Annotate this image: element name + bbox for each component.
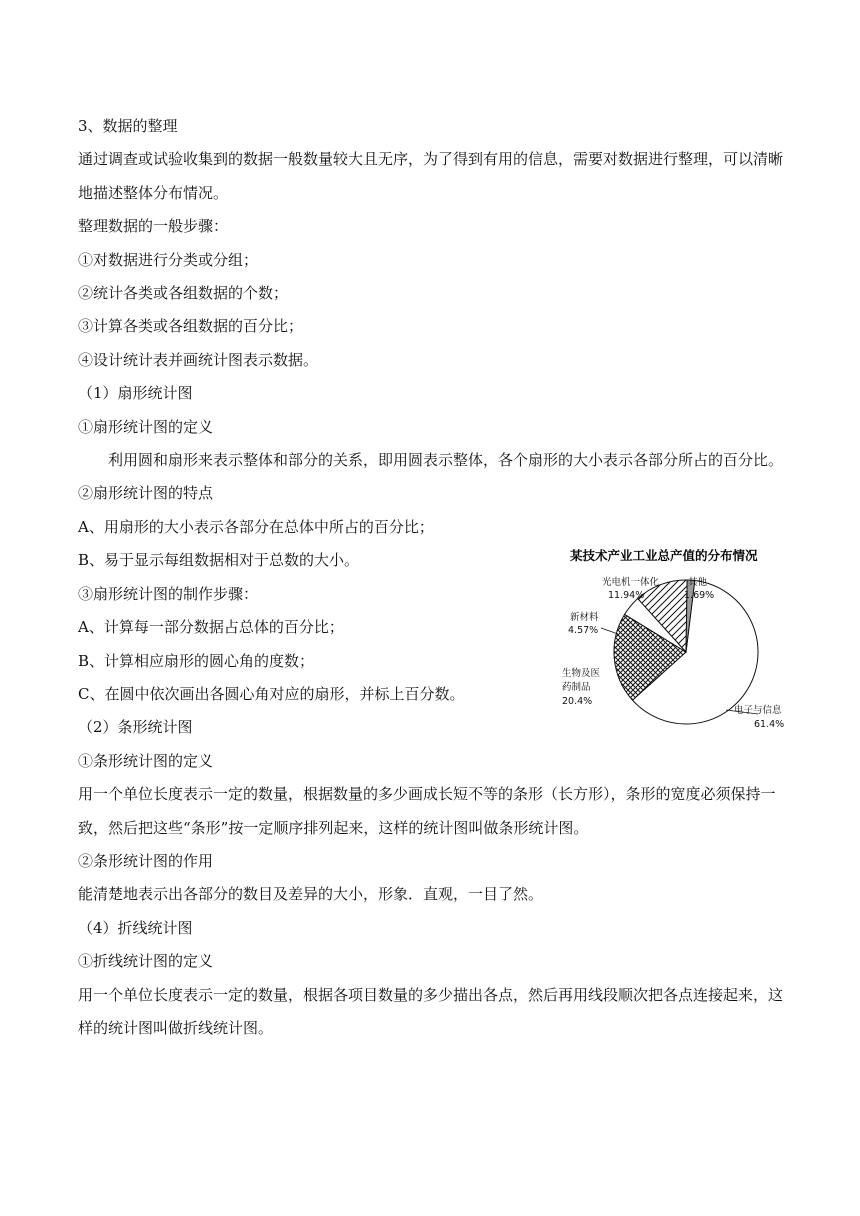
bar-def-title: ①条形统计图的定义: [78, 751, 214, 770]
label-opto-value: 11.94%: [608, 590, 645, 601]
pie-feature-item: B、易于显示每组数据相对于总数的大小。: [78, 551, 360, 570]
label-bio-value: 20.4%: [562, 696, 593, 707]
pie-step-item: C、在圆中依次画出各圆心角对应的扇形，并标上百分数。: [78, 684, 465, 703]
bar-def-text: 用一个单位长度表示一定的数量，根据数量的多少画成长短不等的条形（长方形），条形的宽度必须保持一致，然后把这些“条形”按一定顺序排列起来，这样的统计图叫做条形统计图。: [78, 785, 776, 837]
label-bio-name-1: 生物及医: [562, 668, 601, 679]
label-opto-name: 光电机一体化: [602, 577, 660, 588]
line-def-text: 用一个单位长度表示一定的数量，根据各项目数量的多少描出各点，然后再用线段顺次把各点连接起来，这样的统计图叫做折线统计图。: [78, 985, 784, 1037]
line-section-title: （4）折线统计图: [78, 918, 193, 937]
bar-use-text: 能清楚地表示出各部分的数目及差异的大小，形象．直观，一目了然。: [78, 885, 544, 904]
intro-paragraph: 通过调查或试验收集到的数据一般数量较大且无序，为了得到有用的信息，需要对数据进行整理，可以清晰地描述整体分布情况。: [78, 150, 784, 202]
pie-chart-figure: [558, 540, 796, 740]
label-other-value: 1.69%: [684, 590, 715, 601]
step-item: ①对数据进行分类或分组；: [78, 250, 259, 269]
label-materials-name: 新材料: [570, 612, 599, 623]
step-item: ③计算各类或各组数据的百分比；: [78, 317, 304, 336]
pie-step-item: B、计算相应扇形的圆心角的度数；: [78, 651, 315, 670]
step-item: ②统计各类或各组数据的个数；: [78, 284, 289, 303]
section-heading: 3、数据的整理: [78, 117, 178, 135]
label-electronics-value: 61.4%: [754, 719, 785, 730]
pie-def-title: ①扇形统计图的定义: [78, 417, 214, 436]
pie-feature-item: A、用扇形的大小表示各部分在总体中所占的百分比；: [78, 517, 434, 536]
chart-title: 某技术产业工业总产值的分布情况: [570, 548, 758, 563]
step-item: ④设计统计表并画统计图表示数据。: [78, 350, 319, 369]
bar-use-title: ②条形统计图的作用: [78, 851, 214, 870]
steps-title: 整理数据的一般步骤：: [78, 217, 229, 236]
label-bio-name-2: 药制品: [562, 682, 591, 693]
pie-steps-title: ③扇形统计图的制作步骤：: [78, 584, 259, 603]
pie-section-title: （1）扇形统计图: [78, 384, 193, 403]
pie-feature-title: ②扇形统计图的特点: [78, 484, 214, 503]
bar-section-title: （2）条形统计图: [78, 718, 193, 737]
label-electronics-name: 电子与信息: [734, 705, 782, 716]
pie-chart: [558, 540, 796, 740]
pie-slices: [614, 580, 758, 724]
label-other-name: 其他: [688, 577, 708, 588]
pie-def-text: 利用圆和扇形来表示整体和部分的关系，即用圆表示整体，各个扇形的大小表示各部分所占的百分比。: [108, 451, 784, 470]
label-materials-value: 4.57%: [568, 625, 599, 636]
pie-step-item: A、计算每一部分数据占总体的百分比；: [78, 618, 344, 637]
line-def-title: ①折线统计图的定义: [78, 952, 214, 971]
